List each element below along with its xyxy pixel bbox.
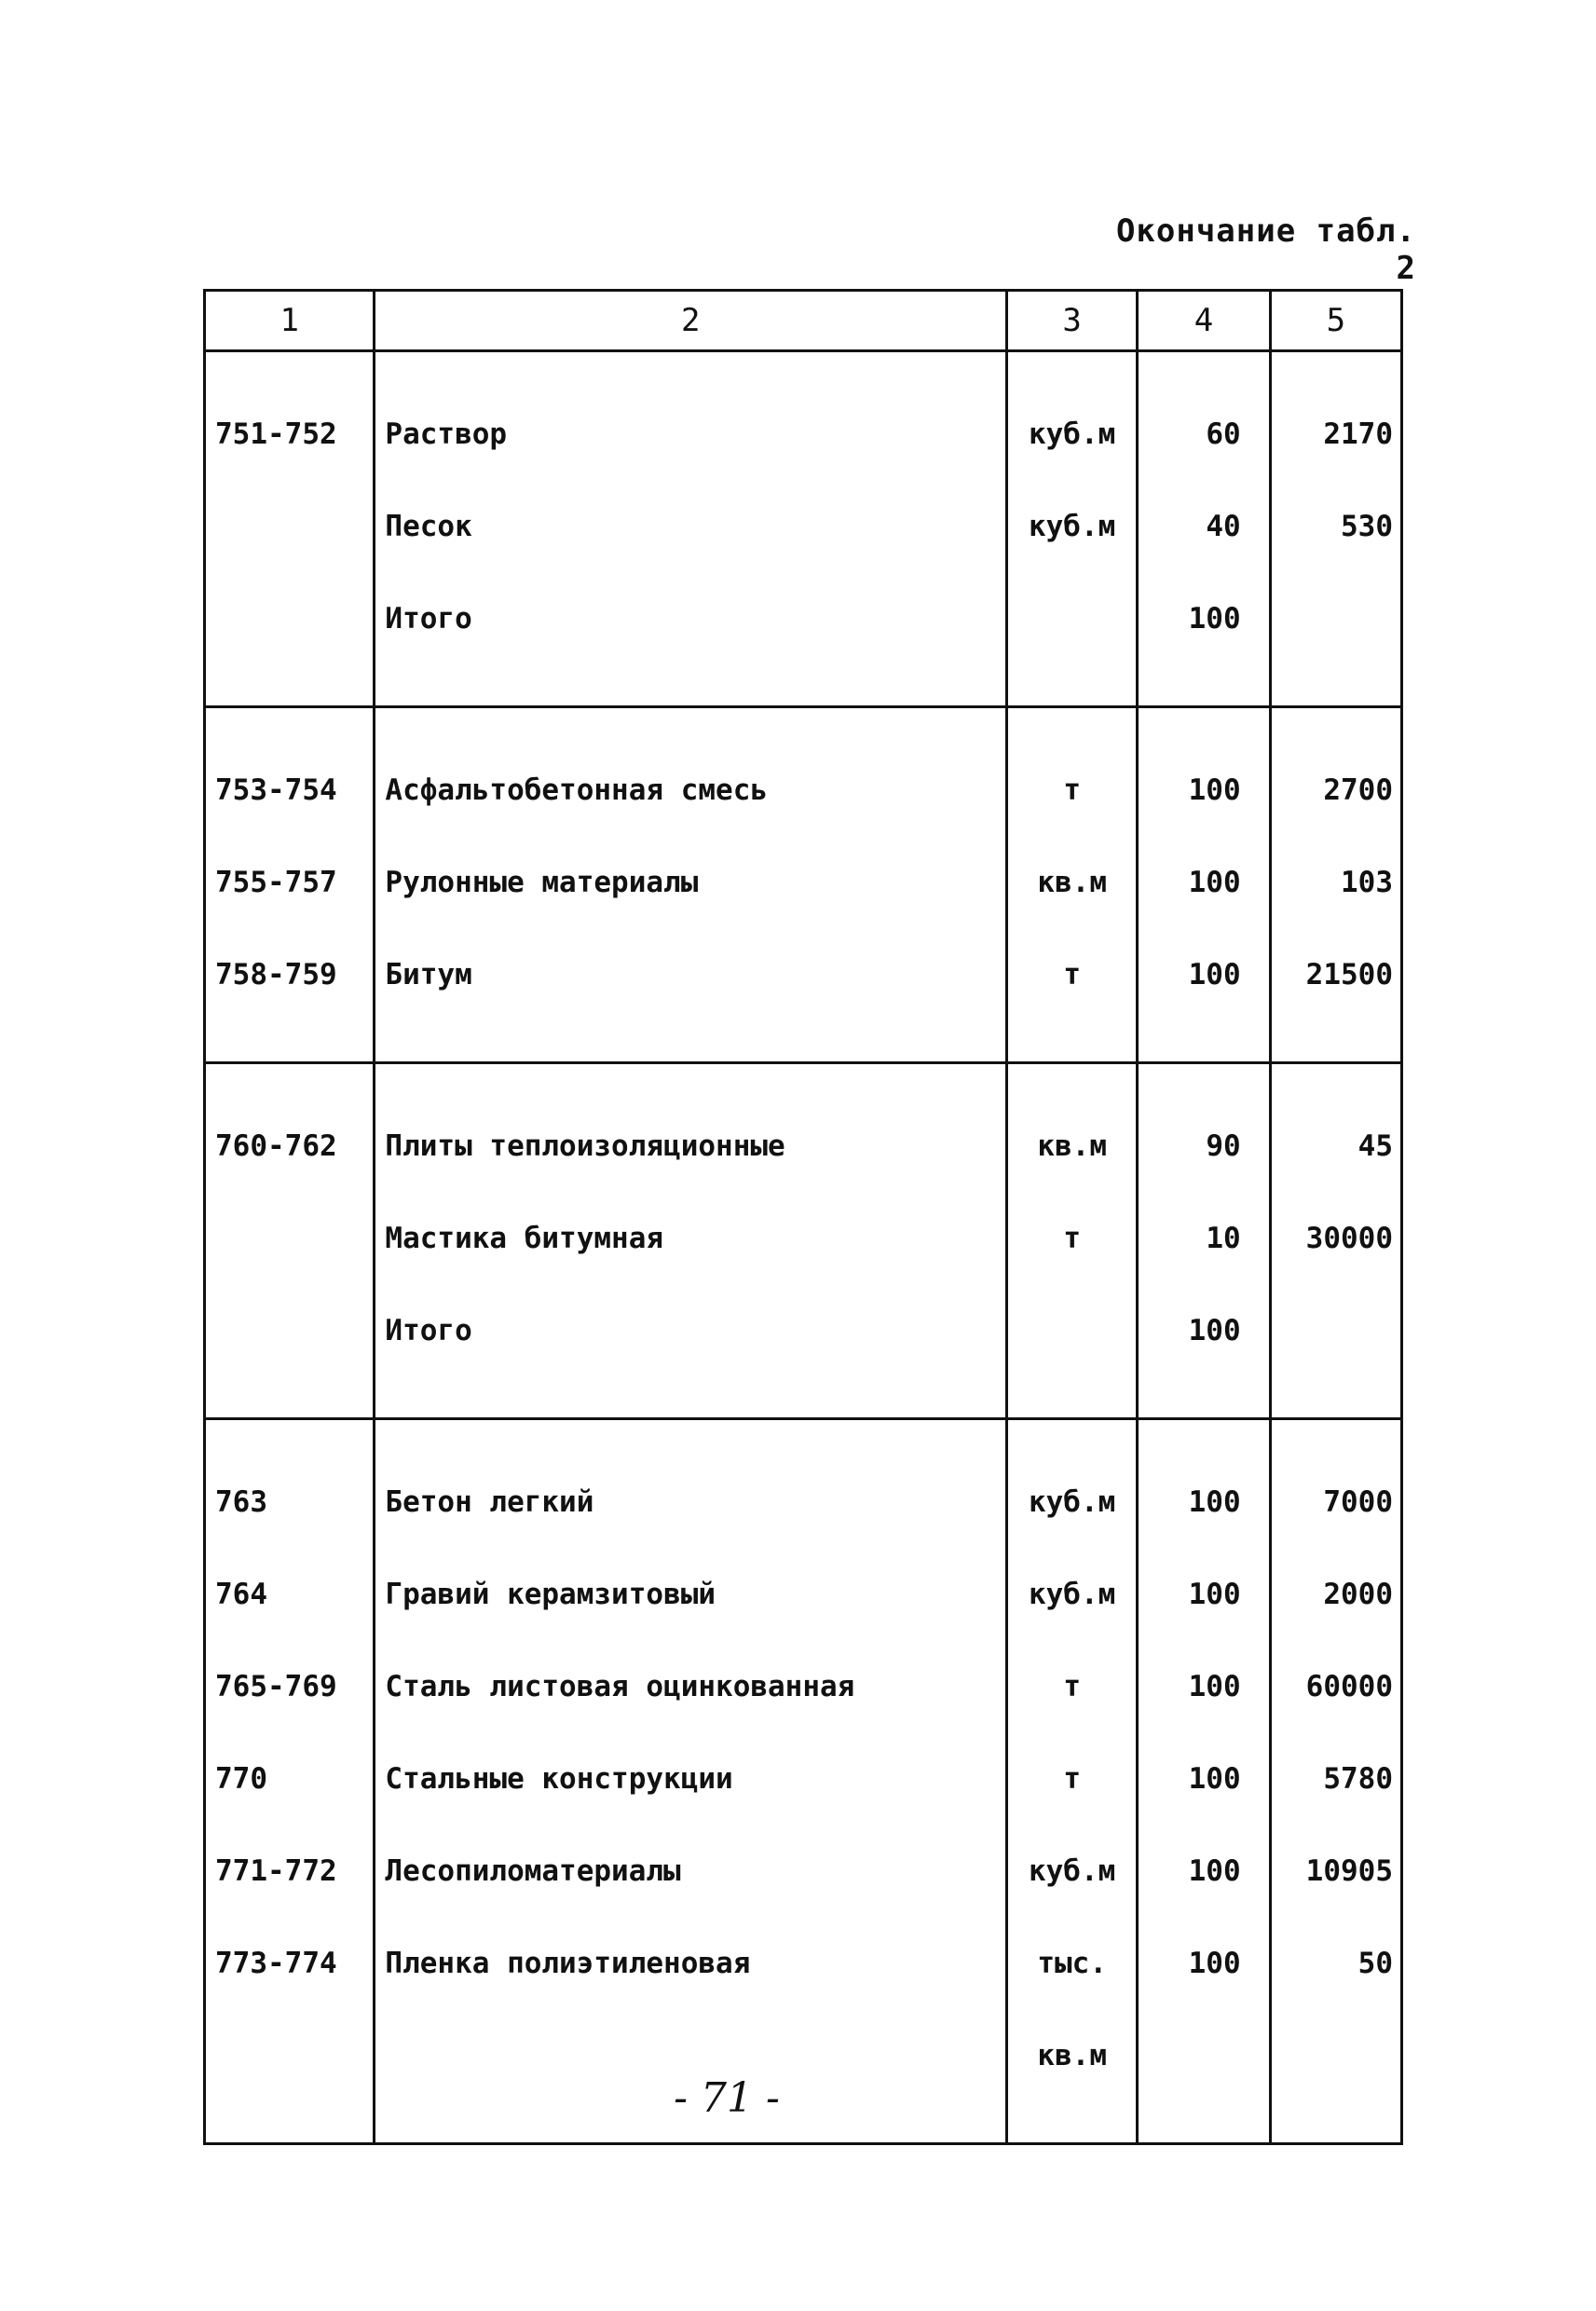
table-row-group [205, 1419, 1402, 2144]
col5-line: 530 [1341, 510, 1393, 543]
name-line: Песок [385, 510, 472, 543]
col5-line: 103 [1341, 866, 1393, 899]
header-col-1: 1 [205, 291, 375, 351]
col5-line: 5780 [1323, 1762, 1393, 1796]
code-cell [205, 351, 375, 707]
code-cell [205, 707, 375, 1063]
col5-line: 2000 [1323, 1578, 1393, 1611]
code-line: 765-769 [215, 1670, 337, 1703]
col5-line: 2170 [1323, 417, 1393, 451]
name-line: Бетон легкий [385, 1485, 594, 1519]
code-line [215, 2041, 363, 2072]
unit-line: т [1063, 1670, 1081, 1703]
col4-cell [1138, 1419, 1270, 2144]
code-line: 773-774 [215, 1947, 337, 1980]
code-line: 753-754 [215, 773, 337, 807]
col5-line: 60000 [1305, 1670, 1393, 1703]
unit-line: кв.м [1037, 1129, 1107, 1163]
header-row [205, 291, 1402, 351]
code-line: 760-762 [215, 1129, 337, 1163]
code-line: 751-752 [215, 417, 337, 451]
code-line: 764 [215, 1578, 267, 1611]
unit-line: куб.м [1028, 1854, 1116, 1888]
col4-line: 90 [1206, 1129, 1241, 1163]
name-line: Асфальтобетонная смесь [385, 773, 769, 807]
name-line: Итого [385, 1314, 472, 1347]
col4-line: 100 [1188, 1762, 1241, 1796]
table-caption: Окончание табл. 2 [1115, 212, 1416, 287]
name-line: Битум [385, 958, 472, 991]
col4-line [1148, 2041, 1240, 2072]
code-line [215, 604, 363, 635]
code-cell [205, 1063, 375, 1419]
name-line: Стальные конструкции [385, 1762, 733, 1796]
code-line: 758-759 [215, 958, 337, 991]
header-col-5: 5 [1270, 291, 1401, 351]
name-line: Сталь листовая оцинкованная [385, 1670, 855, 1703]
name-cell [375, 1419, 1007, 2144]
col5-line: 7000 [1323, 1485, 1393, 1519]
name-line: Пленка полиэтиленовая [385, 1947, 751, 1980]
name-line: Лесопиломатериалы [385, 1854, 681, 1888]
col5-line: 30000 [1305, 1222, 1393, 1255]
col5-line: 50 [1357, 1947, 1393, 1980]
unit-cell [1007, 1419, 1138, 2144]
unit-line: т [1063, 1222, 1081, 1255]
unit-line: т [1063, 1762, 1081, 1796]
col4-line: 100 [1188, 773, 1241, 807]
unit-line: куб.м [1028, 417, 1116, 451]
col4-line: 60 [1206, 417, 1241, 451]
name-line: Плиты теплоизоляционные [385, 1129, 785, 1163]
unit-line: куб.м [1028, 1485, 1116, 1519]
col5-line [1281, 2041, 1393, 2072]
unit-line: т [1063, 773, 1081, 807]
name-cell [375, 707, 1007, 1063]
header-col-4: 4 [1138, 291, 1270, 351]
table-row-group [205, 351, 1402, 707]
col4-line: 100 [1188, 602, 1241, 636]
col4-line: 100 [1188, 1947, 1241, 1980]
col5-line: 21500 [1305, 958, 1393, 991]
col5-line: 10905 [1305, 1854, 1393, 1888]
unit-cell [1007, 351, 1138, 707]
col4-cell [1138, 707, 1270, 1063]
col4-line: 100 [1188, 958, 1241, 991]
name-line: Гравий керамзитовый [385, 1578, 716, 1611]
col4-line: 100 [1188, 1670, 1241, 1703]
name-line: Рулонные материалы [385, 866, 699, 899]
unit-line: тыс. [1037, 1947, 1107, 1980]
unit-line [1017, 1316, 1126, 1347]
col5-cell [1270, 351, 1401, 707]
header-col-2: 2 [375, 291, 1007, 351]
unit-cell [1007, 707, 1138, 1063]
unit-line: кв.м [1037, 866, 1107, 899]
col5-line [1281, 1316, 1393, 1347]
unit-line: т [1063, 958, 1081, 991]
name-cell [375, 351, 1007, 707]
page-number: - 71 - [674, 2074, 780, 2122]
col4-line: 10 [1206, 1222, 1241, 1255]
table-row-group [205, 1063, 1402, 1419]
unit-line: куб.м [1028, 510, 1116, 543]
header-col-3: 3 [1007, 291, 1138, 351]
col4-line: 100 [1188, 1578, 1241, 1611]
col5-line [1281, 604, 1393, 635]
col4-line: 100 [1188, 1314, 1241, 1347]
col4-cell [1138, 1063, 1270, 1419]
code-line: 770 [215, 1762, 267, 1796]
unit-line: кв.м [1037, 2039, 1107, 2072]
code-line: 763 [215, 1485, 267, 1519]
name-cell [375, 1063, 1007, 1419]
col4-line: 100 [1188, 866, 1241, 899]
col5-cell [1270, 1419, 1401, 2144]
name-line: Итого [385, 602, 472, 636]
col4-line: 100 [1188, 1485, 1241, 1519]
code-line [215, 1224, 363, 1254]
col5-cell [1270, 1063, 1401, 1419]
col5-line: 2700 [1323, 773, 1393, 807]
unit-cell [1007, 1063, 1138, 1419]
col5-cell [1270, 707, 1401, 1063]
col4-line: 100 [1188, 1854, 1241, 1888]
name-line: Мастика битумная [385, 1222, 664, 1255]
col4-line: 40 [1206, 510, 1241, 543]
unit-line [1017, 604, 1126, 635]
col5-line: 45 [1357, 1129, 1393, 1163]
code-line: 771-772 [215, 1854, 337, 1888]
table-row-group [205, 707, 1402, 1063]
code-line [215, 1316, 363, 1347]
materials-table [203, 289, 1403, 2145]
code-line [215, 512, 363, 542]
code-line: 755-757 [215, 866, 337, 899]
name-line: Раствор [385, 417, 508, 451]
code-cell [205, 1419, 375, 2144]
unit-line: куб.м [1028, 1578, 1116, 1611]
name-line [385, 2041, 996, 2072]
col4-cell [1138, 351, 1270, 707]
